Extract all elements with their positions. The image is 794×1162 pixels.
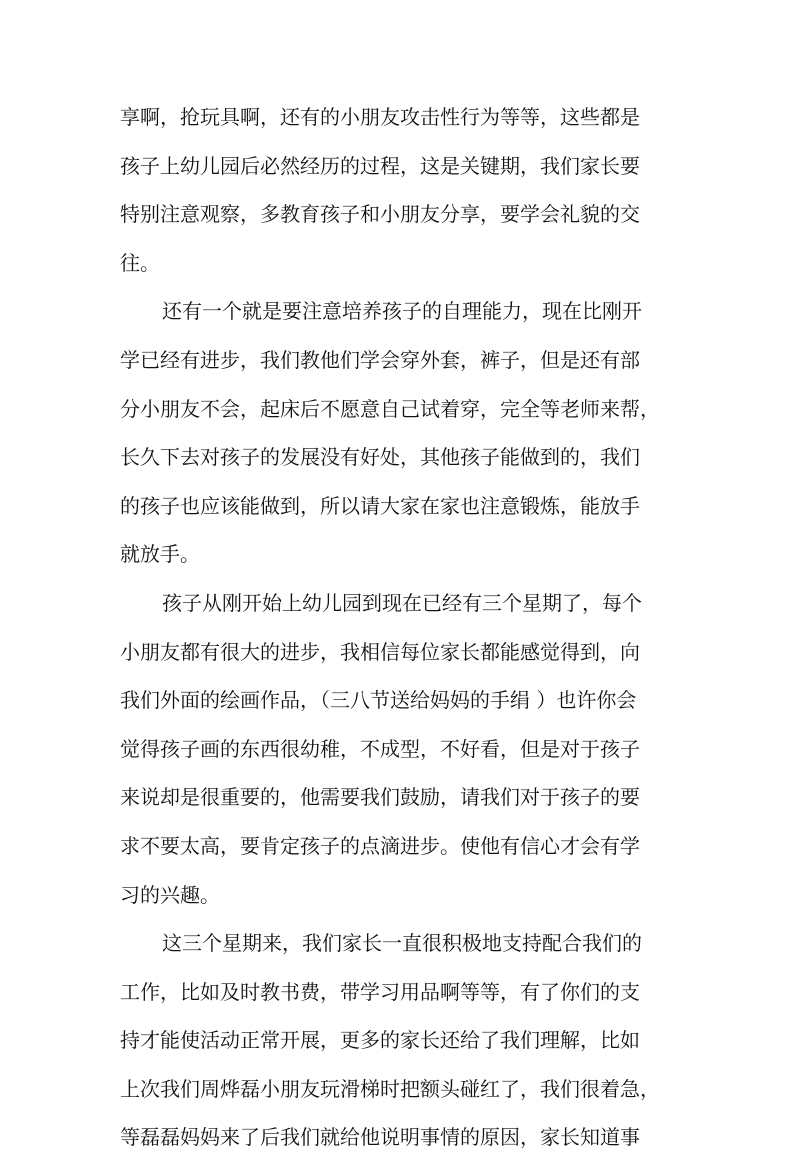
text-line: 享啊，抢玩具啊，还有的小朋友攻击性行为等等，这些都是	[120, 105, 640, 129]
text-line: 学已经有进步，我们教他们学会穿外套，裤子，但是还有部	[120, 347, 640, 372]
text-line: 等磊磊妈妈来了后我们就给他说明事情的原因，家长知道事	[120, 1125, 640, 1150]
text-line: 就放手。	[120, 542, 200, 567]
paragraph-start-line: 孩子从刚开始上幼儿园到现在已经有三个星期了，每个	[162, 590, 642, 615]
text-line: 的孩子也应该能做到，所以请大家在家也注意锻炼，能放手	[120, 493, 640, 518]
document-body	[120, 93, 676, 1162]
text-line: 特别注意观察，多教育孩子和小朋友分享，要学会礼貌的交	[120, 202, 640, 227]
text-line: 来说却是很重要的，他需要我们鼓励，请我们对于孩子的要	[120, 785, 640, 810]
text-line: 觉得孩子画的东西很幼稚，不成型，不好看，但是对于孩子	[120, 736, 640, 761]
text-line: 孩子上幼儿园后必然经历的过程，这是关键期，我们家长要	[120, 153, 640, 178]
text-line: 求不要太高，要肯定孩子的点滴进步。使他有信心才会有学	[120, 833, 640, 858]
text-line: 我们外面的绘画作品，（三八节送给妈妈的手绢 ）也许你会	[120, 688, 637, 713]
text-line: 持才能使活动正常开展，更多的家长还给了我们理解，比如	[120, 1028, 640, 1053]
text-line: 小朋友都有很大的进步，我相信每位家长都能感觉得到，向	[120, 639, 640, 664]
text-line: 长久下去对孩子的发展没有好处，其他孩子能做到的，我们	[120, 445, 640, 470]
text-line: 习的兴趣。	[120, 882, 220, 907]
paragraph-start-line: 这三个星期来，我们家长一直很积极地支持配合我们的	[162, 931, 642, 956]
text-line: 往。	[120, 250, 160, 275]
text-line: 分小朋友不会，起床后不愿意自己试着穿，完全等老师来帮，	[120, 396, 660, 421]
paragraph-start-line: 还有一个就是要注意培养孩子的自理能力，现在比刚开	[162, 299, 642, 324]
text-line: 工作，比如及时教书费，带学习用品啊等等，有了你们的支	[120, 979, 640, 1004]
text-line: 上次我们周烨磊小朋友玩滑梯时把额头碰红了，我们很着急，	[120, 1076, 660, 1101]
